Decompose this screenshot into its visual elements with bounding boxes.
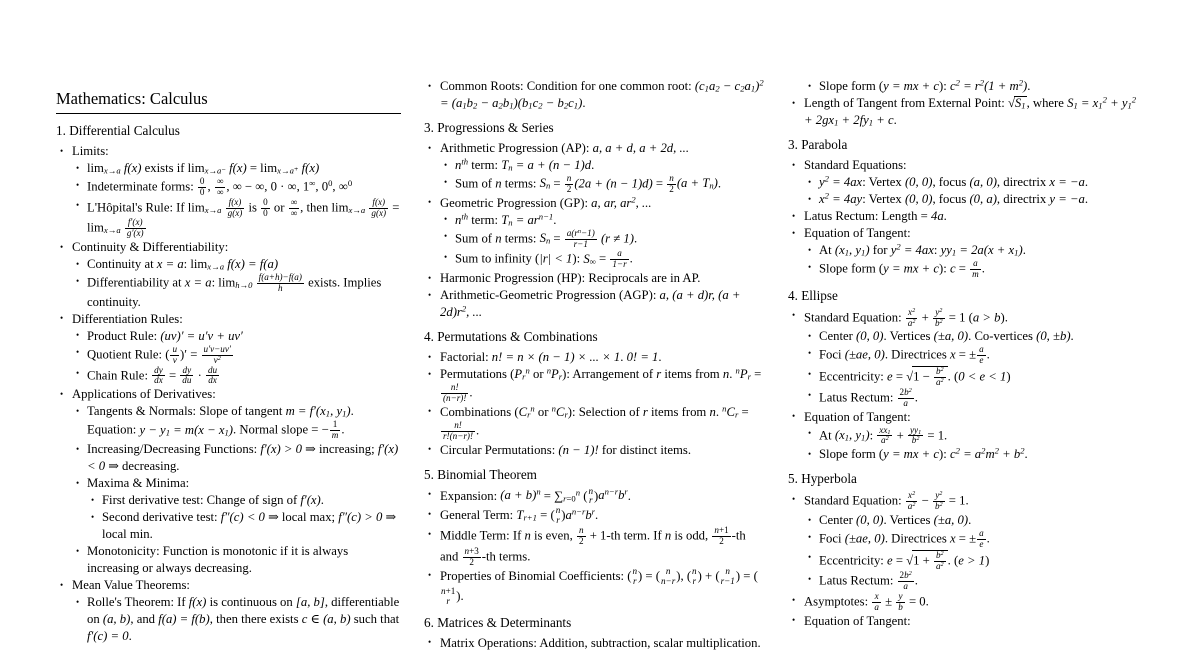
list-item: • Circular Permutations: (n − 1)! for distinct items. bbox=[424, 442, 765, 459]
list-item: • Eccentricity: e = √1 − $\frac{b^2}{a^2}$ . (0 < e < 1) bbox=[788, 366, 1140, 388]
list-item: • Arithmetic-Geometric Progression (AGP): a, (a + d)r, $(a + 2d)r^2$, ... bbox=[424, 287, 765, 321]
list-item: • Common Roots: Condition for one common root: $(c_1a_2 - c_2a_1)^2 = (a_1b_2 - a_2b_1)(b_1c_2 - b_2c_1)$. bbox=[424, 78, 765, 112]
list-item: • Arithmetic Progression (AP): a, a + d, a + 2d, ... bbox=[424, 140, 765, 157]
section-heading: 4. Ellipse bbox=[788, 287, 838, 303]
list-item: • Asymptotes: $\frac{x}{a}$ ± $\frac{y}{b}$ = 0. bbox=[788, 592, 1140, 613]
list-item: • Foci (±ae, 0). Directrices x = ± $\frac{a}{e}$ . bbox=[788, 345, 1140, 366]
section-heading: 6. Matrices & Determinants bbox=[424, 614, 572, 630]
list-item: • Tangents & Normals: Slope of tangent $m = f'(x_1$, $y_1$). Equation: $y - y_1 = m(x - x_1)$. Normal slope = − $\frac{1}{m}$ . bbox=[56, 403, 401, 441]
list-item: • Slope form (y = mx + c): c = $\frac{a}{m}$ . bbox=[788, 259, 1140, 280]
list-item: • Sum of n terms: $S_n$ = $\frac{a(r^n-1)}{r-1}$ (r ≠ 1). bbox=[424, 229, 765, 250]
list-item: • Length of Tangent from External Point: $√S_1$, where $S_1 = x_1^2 + y_1^2 + 2gx_1 + 2fy_1 + c$. bbox=[788, 95, 1140, 129]
list-item: • Expansion: $(a + b)^n = \sum_{r=0}^n$ ( n r )$a^{n-r}b^r$. bbox=[424, 487, 765, 507]
list-item: • L'Hôpital's Rule: If $\lim_{x\to a}$ $\frac{f(x)}{g(x)}$ is $\frac{0}{0}$ or ∞ ∞ , then $\lim_{x\to a}$ $\frac{f(x)}{g(x)}$ = $\lim_{x\to a}$ $\frac{f'(x)}{g'(x)}$ bbox=[56, 198, 401, 239]
list-item: • Standard Equation: $\frac{x^2}{a^2}$ − $\frac{y^2}{b^2}$ = 1. bbox=[788, 491, 1140, 512]
section-heading: 5. Binomial Theorem bbox=[424, 466, 537, 482]
list-item: • Center (0, 0). Vertices (±a, 0). bbox=[788, 512, 1140, 529]
section-heading: 4. Permutations & Combinations bbox=[424, 329, 598, 345]
list-item: • Quotient Rule: ( $\frac{u}{v}$ )′ = $\frac{u'v-uv'}{v^2}$ bbox=[56, 345, 401, 366]
list-item: • $y^2 = 4ax$: Vertex (0, 0), focus (a, 0), directrix x = −a. bbox=[788, 174, 1140, 191]
section-heading: 3. Parabola bbox=[788, 137, 848, 152]
list-item: • Sum of n terms: $S_n$ = $\frac{n}{2}$ (2a + (n − 1)d) = $\frac{n}{2}$ $(a + T_n)$. bbox=[424, 174, 765, 195]
list-item: • Continuity & Differentiability: bbox=[56, 239, 401, 256]
list-item: • Eccentricity: e = √1 + $\frac{b^2}{a^2}$ . (e > 1) bbox=[788, 550, 1140, 572]
list-item: • Properties of Binomial Coefficients: ( n r ) = ( n n−r ), ( n r ) + ( n r−1 ) = ( n+1 r ). bbox=[424, 567, 765, 606]
document-title: Mathematics: Calculus bbox=[56, 89, 208, 108]
column-2 bbox=[788, 78, 1140, 630]
list-item: • Equation of Tangent: bbox=[788, 613, 1140, 630]
section-heading: 3. Progressions & Series bbox=[424, 120, 554, 135]
list-item: • Applications of Derivatives: bbox=[56, 386, 401, 403]
list-item: • Middle Term: If n is even, $\frac{n}{2}$ + 1-th term. If n is odd, $\frac{n+1}{2}$ -th and $\frac{n+3}{2}$ -th terms. bbox=[424, 526, 765, 567]
list-item: • Chain Rule: $\frac{dy}{dx}$ = $\frac{dy}{du}$ · $\frac{du}{dx}$ bbox=[56, 366, 401, 387]
list-item: • Permutations ($P_r^n$ or $^nP_r$): Arrangement of r items from n. $^nP_r$ = $\frac{n!}{(n-r)!}$ . bbox=[424, 366, 765, 404]
list-item: • Increasing/Decreasing Functions: f′(x) > 0 ⇒ increasing; f′(x) < 0 ⇒ decreasing. bbox=[56, 441, 401, 475]
list-item: • Foci (±ae, 0). Directrices x = ± $\frac{a}{e}$ . bbox=[788, 529, 1140, 550]
list-item: • Maxima & Minima: bbox=[56, 475, 401, 492]
list-item: • Continuity at x = a: $\lim_{x\to a} f(x) = f(a)$ bbox=[56, 256, 401, 273]
list-item: • At ($x_1$, $y_1$): $\frac{xx_1}{a^2}$ + $\frac{yy_1}{b^2}$ = 1. bbox=[788, 426, 1140, 447]
list-item: • First derivative test: Change of sign of f′(x). bbox=[56, 492, 401, 509]
list-item: • Center (0, 0). Vertices (±a, 0). Co-vertices (0, ±b). bbox=[788, 328, 1140, 345]
column-1 bbox=[424, 78, 765, 652]
list-item: • Indeterminate forms: $\frac{0}{0}$ , ∞ ∞ , ∞ − ∞, 0 · ∞, 1∞, $0^0$, ∞$^0$ bbox=[56, 177, 401, 198]
section-heading: 5. Hyperbola bbox=[788, 471, 857, 487]
list-item: • At ($x_1$, $y_1$) for $y^2 = 4ax$: $yy_1 = 2a(x + x_1)$. bbox=[788, 242, 1140, 259]
list-item: • Slope form (y = mx + c): $c^2 = a^2m^2 + b^2$. bbox=[788, 446, 1140, 463]
title-rule bbox=[56, 113, 401, 114]
list-item: • Latus Rectum: $\frac{2b^2}{a}$ . bbox=[788, 571, 1140, 592]
list-item: • Differentiation Rules: bbox=[56, 311, 401, 328]
list-item: • Latus Rectum: Length = 4a. bbox=[788, 208, 1140, 225]
list-item: • Latus Rectum: $\frac{2b^2}{a}$ . bbox=[788, 388, 1140, 409]
list-item: • Harmonic Progression (HP): Reciprocals are in AP. bbox=[424, 270, 765, 287]
list-item: • Factorial: n! = n × (n − 1) × ... × 1. 0! = 1. bbox=[424, 349, 765, 366]
list-item: • Sum to infinity (|r| < 1): $S_\infty$ = $\frac{a}{1-r}$ . bbox=[424, 249, 765, 270]
list-item: • Geometric Progression (GP): a, ar, $ar^2$, ... bbox=[424, 195, 765, 212]
list-item: • Equation of Tangent: bbox=[788, 409, 1140, 426]
list-item: • Combinations ($C_r^n$ or $^nC_r$): Selection of r items from n. $^nC_r$ = $\frac{n!}{r!(n-r)!}$ . bbox=[424, 404, 765, 442]
list-item: • Standard Equations: bbox=[788, 157, 1140, 174]
list-item: • General Term: $T_{r+1}$ = ( n r )$a^{n-r}b^r$. bbox=[424, 506, 765, 526]
list-item: • Matrix Operations: Addition, subtraction, scalar multiplication. bbox=[424, 635, 765, 652]
list-item: • $\lim_{x\to a} f(x)$ exists if $\lim_{x\to a^-} f(x) = \lim_{x\to a^+} f(x)$ bbox=[56, 160, 401, 177]
list-item: • $x^2 = 4ay$: Vertex (0, 0), focus (0, a), directrix y = −a. bbox=[788, 191, 1140, 208]
list-item: • Slope form (y = mx + c): $c^2 = r^2(1 + m^2)$. bbox=[788, 78, 1140, 95]
list-item: • Product Rule: (uv)′ = u′v + uv′ bbox=[56, 328, 401, 345]
list-item: • Mean Value Theorems: bbox=[56, 577, 401, 594]
list-item: • $n^{th}$ term: $T_n = a + (n - 1)d$. bbox=[424, 157, 765, 174]
list-item: • Equation of Tangent: bbox=[788, 225, 1140, 242]
list-item: • Differentiability at x = a: $\lim_{h\to 0}$ $\frac{f(a+h)-f(a)}{h}$ exists. Implies continuity. bbox=[56, 273, 401, 311]
list-item: • Standard Equation: $\frac{x^2}{a^2}$ + $\frac{y^2}{b^2}$ = 1 (a > b). bbox=[788, 308, 1140, 329]
column-0 bbox=[56, 78, 401, 645]
list-item: • Monotonicity: Function is monotonic if it is always increasing or always decreasing. bbox=[56, 543, 401, 577]
list-item: • Limits: bbox=[56, 143, 401, 160]
section-heading: 1. Differential Calculus bbox=[56, 123, 180, 138]
list-item: • $n^{th}$ term: $T_n = ar^{n-1}$. bbox=[424, 212, 765, 229]
list-item: • Second derivative test: f″(c) < 0 ⇒ local max; f″(c) > 0 ⇒ local min. bbox=[56, 509, 401, 543]
list-item: • Rolle's Theorem: If f(x) is continuous on [a, b], differentiable on (a, b), and f(a) = f(b), then there exists c ∈ (a, b) such that f′(c) = 0. bbox=[56, 594, 401, 645]
